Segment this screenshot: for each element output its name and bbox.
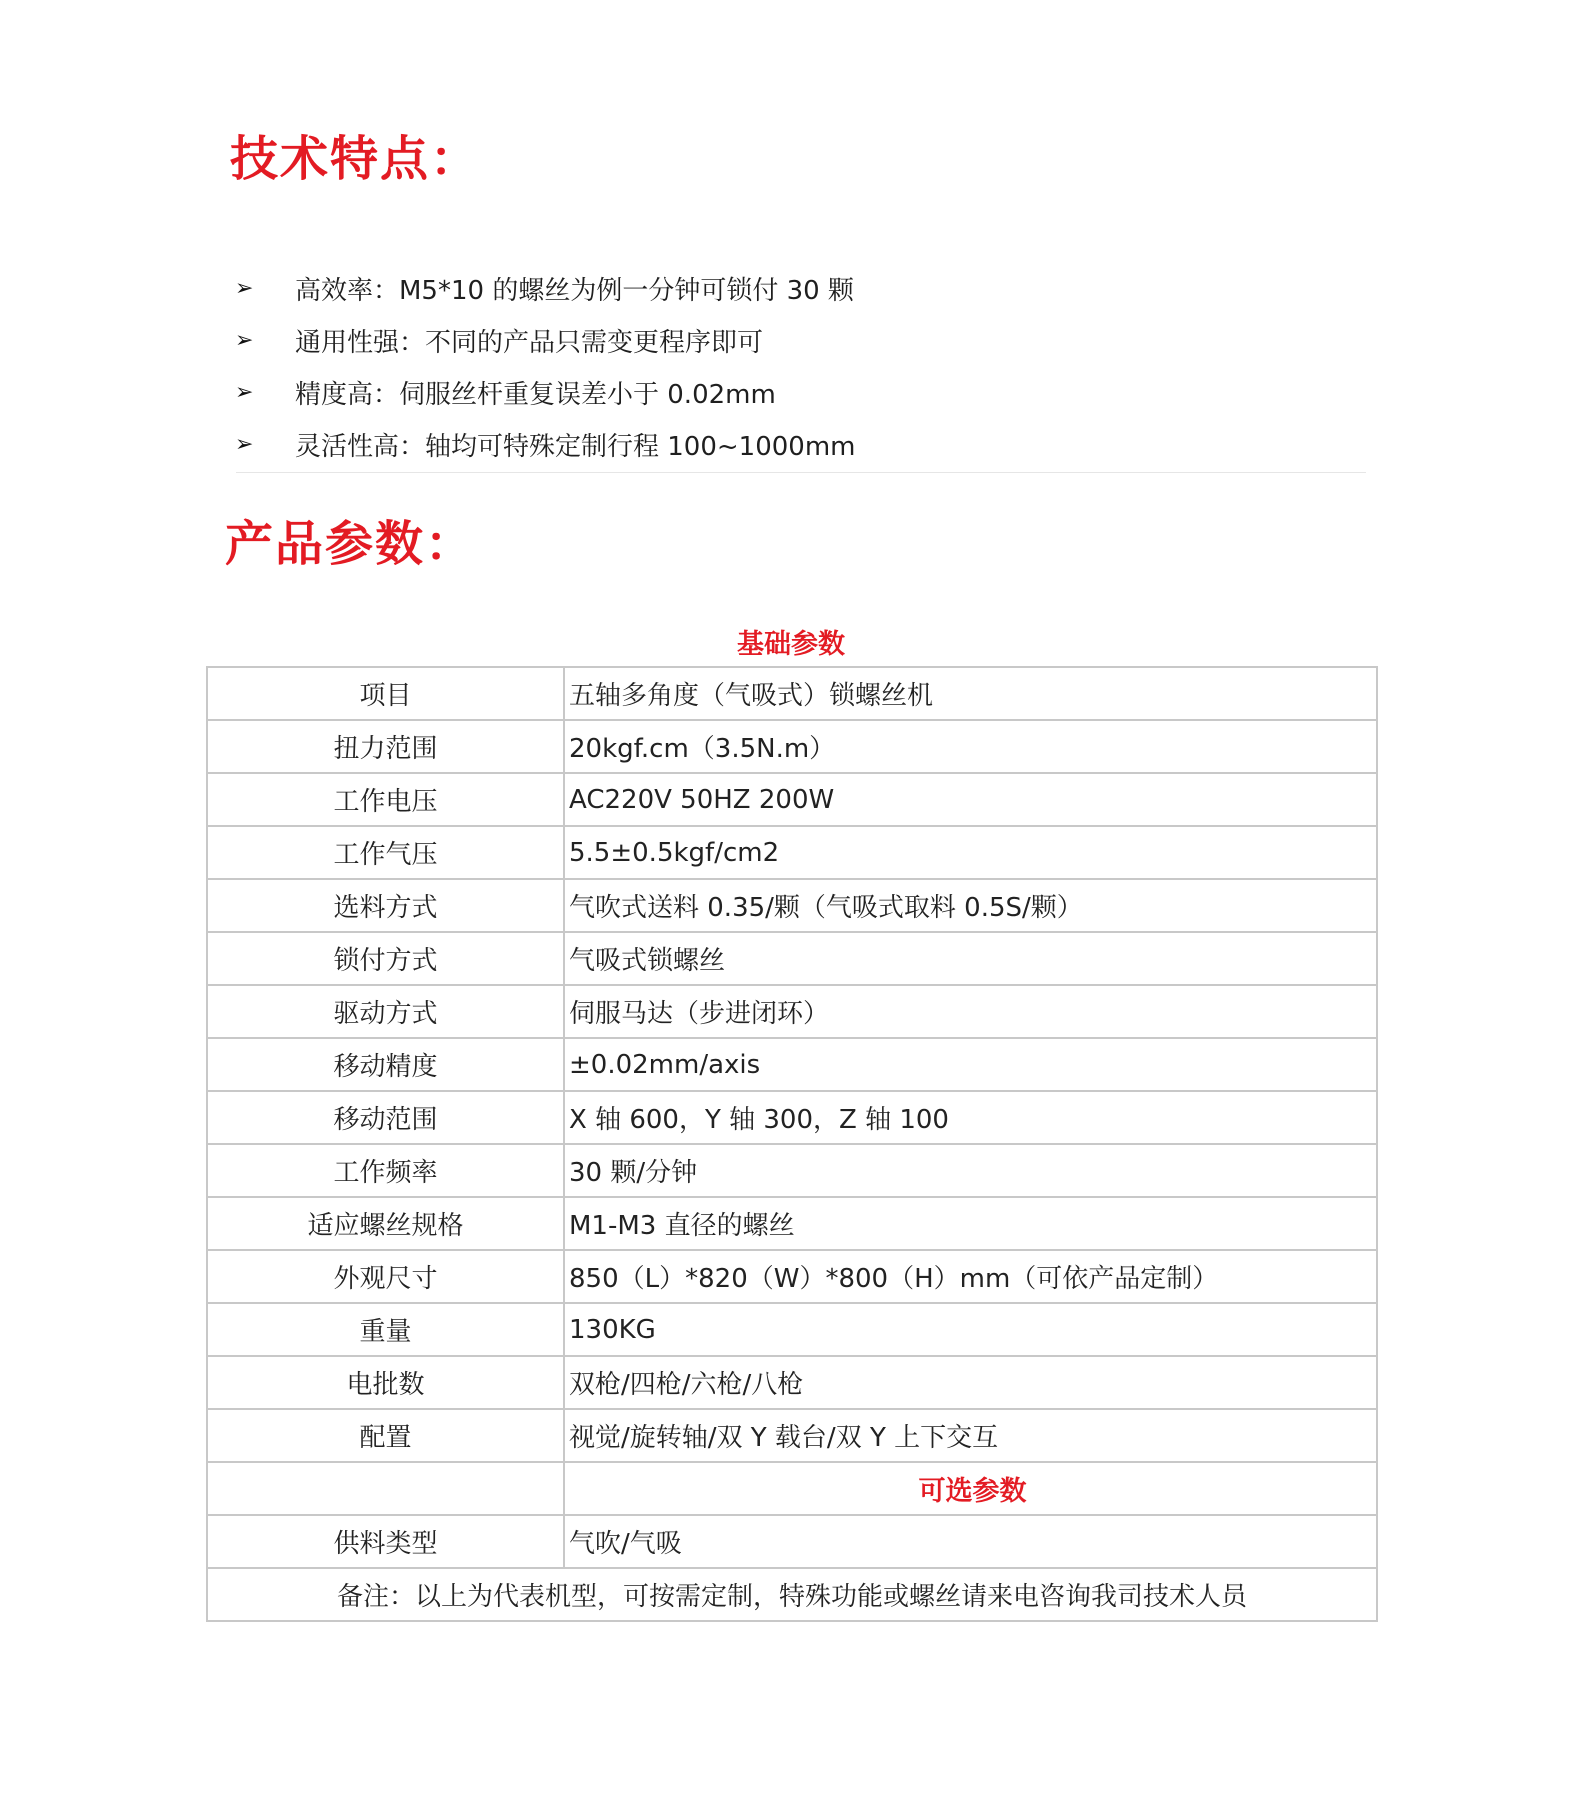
table-title: 基础参数: [737, 629, 845, 660]
feature-item: [235, 314, 856, 366]
param-key: 移动范围: [207, 1091, 564, 1144]
feature-item: [235, 418, 856, 470]
optional-params-title: 可选参数: [564, 1462, 1377, 1515]
table-row: [207, 932, 1377, 985]
params-title: 产品参数：: [225, 516, 476, 572]
arrowhead-bullet-icon: ➢: [235, 379, 254, 405]
features-title: 技术特点：: [230, 131, 481, 187]
table-row: [207, 985, 1377, 1038]
param-value: 五轴多角度（气吸式）锁螺丝机: [564, 667, 1377, 720]
feature-item: [235, 262, 856, 314]
table-row: [207, 720, 1377, 773]
param-value: 5.5±0.5kgf/cm2: [564, 826, 1377, 879]
param-value: 20kgf.cm（3.5N.m）: [564, 720, 1377, 773]
table-row: [207, 879, 1377, 932]
param-key: 配置: [207, 1409, 564, 1462]
param-key: 项目: [207, 667, 564, 720]
table-row: [207, 773, 1377, 826]
feature-text: 灵活性高：轴均可特殊定制行程 100~1000mm: [295, 431, 856, 462]
param-key: 外观尺寸: [207, 1250, 564, 1303]
section-divider: [236, 472, 1366, 473]
param-value: X 轴 600，Y 轴 300，Z 轴 100: [564, 1091, 1377, 1144]
param-key: 选料方式: [207, 879, 564, 932]
param-key: 驱动方式: [207, 985, 564, 1038]
table-row: [207, 1038, 1377, 1091]
table-row: [207, 1356, 1377, 1409]
table-row: [207, 1144, 1377, 1197]
table-row: [207, 1409, 1377, 1462]
param-key: 移动精度: [207, 1038, 564, 1091]
param-key: 重量: [207, 1303, 564, 1356]
param-key: 供料类型: [207, 1515, 564, 1568]
param-value: 伺服马达（步进闭环）: [564, 985, 1377, 1038]
param-value: ±0.02mm/axis: [564, 1038, 1377, 1091]
param-value: 视觉/旋转轴/双 Y 载台/双 Y 上下交互: [564, 1409, 1377, 1462]
feature-text: 通用性强：不同的产品只需变更程序即可: [295, 327, 764, 358]
table-row: [207, 1250, 1377, 1303]
param-value: M1-M3 直径的螺丝: [564, 1197, 1377, 1250]
param-value: 气吸式锁螺丝: [564, 932, 1377, 985]
param-value: AC220V 50HZ 200W: [564, 773, 1377, 826]
param-value: 气吹式送料 0.35/颗（气吸式取料 0.5S/颗）: [564, 879, 1377, 932]
params-table: [206, 666, 1378, 1622]
param-key: 扭力范围: [207, 720, 564, 773]
arrowhead-bullet-icon: ➢: [235, 275, 254, 301]
feature-text: 高效率：M5*10 的螺丝为例一分钟可锁付 30 颗: [295, 275, 854, 306]
empty-cell: [207, 1462, 564, 1515]
remark-note: 备注：以上为代表机型，可按需定制，特殊功能或螺丝请来电咨询我司技术人员: [207, 1568, 1377, 1621]
param-key: 工作气压: [207, 826, 564, 879]
table-row: [207, 1303, 1377, 1356]
param-value: 850（L）*820（W）*800（H）mm（可依产品定制）: [564, 1250, 1377, 1303]
param-key: 工作频率: [207, 1144, 564, 1197]
features-list: [235, 262, 856, 470]
table-row: [207, 1091, 1377, 1144]
param-key: 锁付方式: [207, 932, 564, 985]
table-row: [207, 667, 1377, 720]
param-key: 适应螺丝规格: [207, 1197, 564, 1250]
table-row: [207, 1197, 1377, 1250]
note-row: [207, 1568, 1377, 1621]
optional-header-row: [207, 1462, 1377, 1515]
arrowhead-bullet-icon: ➢: [235, 327, 254, 353]
table-row: [207, 1515, 1377, 1568]
table-row: [207, 826, 1377, 879]
arrowhead-bullet-icon: ➢: [235, 431, 254, 457]
param-key: 工作电压: [207, 773, 564, 826]
param-value: 30 颗/分钟: [564, 1144, 1377, 1197]
param-key: 电批数: [207, 1356, 564, 1409]
param-value: 气吹/气吸: [564, 1515, 1377, 1568]
param-value: 双枪/四枪/六枪/八枪: [564, 1356, 1377, 1409]
feature-text: 精度高：伺服丝杆重复误差小于 0.02mm: [295, 379, 776, 410]
param-value: 130KG: [564, 1303, 1377, 1356]
feature-item: [235, 366, 856, 418]
